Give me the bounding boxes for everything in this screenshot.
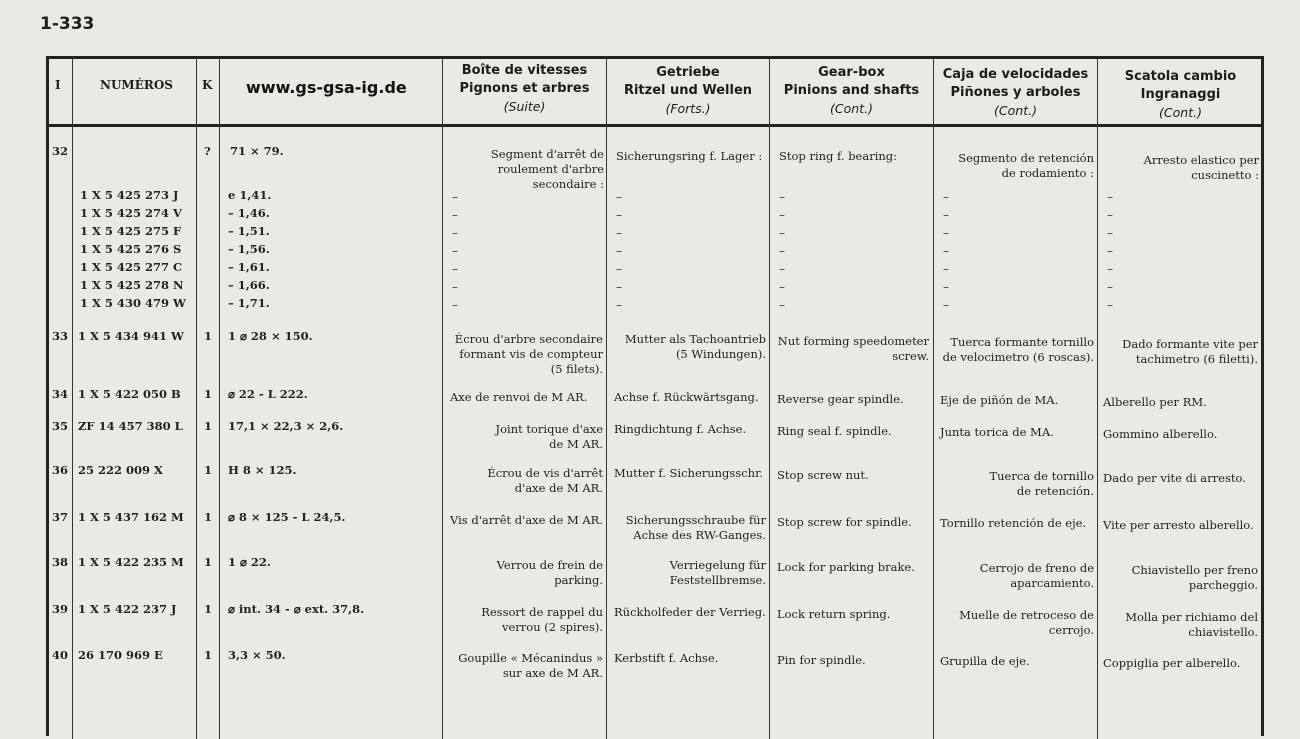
row-k: 1 bbox=[204, 387, 213, 401]
dash-mark: – bbox=[943, 280, 949, 294]
desc-french bbox=[448, 605, 603, 635]
desc-line: Tuerca de tornillo bbox=[989, 469, 1094, 483]
dash-mark: – bbox=[452, 226, 458, 240]
desc-line: formant vis de compteur bbox=[459, 347, 603, 361]
desc-line: Kerbstift f. Achse. bbox=[614, 651, 719, 665]
desc-spanish bbox=[940, 393, 1058, 408]
header-english bbox=[770, 64, 933, 118]
row-index: 34 bbox=[52, 387, 69, 401]
desc-french bbox=[448, 466, 603, 496]
header-sub: (Cont.) bbox=[830, 101, 873, 116]
header-k: K bbox=[202, 78, 213, 92]
desc-english: Stop ring f. bearing: bbox=[779, 149, 898, 163]
part-number: 1 X 5 425 277 C bbox=[80, 260, 183, 274]
desc-german bbox=[612, 332, 766, 362]
col-divider bbox=[72, 59, 73, 739]
row-dimension: – 1,56. bbox=[228, 242, 270, 256]
part-number: 1 X 5 422 050 B bbox=[78, 387, 181, 401]
desc-line: Reverse gear spindle. bbox=[777, 392, 904, 406]
desc-line: Stop screw for spindle. bbox=[777, 515, 912, 529]
desc-italian bbox=[1102, 563, 1258, 593]
dash-mark: – bbox=[1107, 262, 1113, 276]
dash-mark: – bbox=[616, 190, 622, 204]
header-line: Pignons et arbres bbox=[459, 81, 590, 96]
header-numeros: NUMÉROS bbox=[100, 78, 173, 92]
dash-mark: – bbox=[943, 244, 949, 258]
row-index: 35 bbox=[52, 419, 69, 433]
part-number: 25 222 009 X bbox=[78, 463, 163, 477]
desc-line: Arresto elastico per bbox=[1143, 153, 1259, 167]
row-dimension: 17,1 × 22,3 × 2,6. bbox=[228, 419, 344, 433]
desc-line: Joint torique d'axe bbox=[495, 422, 603, 436]
desc-line: Muelle de retroceso de bbox=[959, 608, 1094, 622]
desc-german bbox=[612, 558, 766, 588]
row-dimension: – 1,46. bbox=[228, 206, 270, 220]
row-dimension: – 1,71. bbox=[228, 296, 270, 310]
desc-italian bbox=[1102, 337, 1258, 367]
desc-line: parcheggio. bbox=[1188, 578, 1258, 592]
desc-spanish bbox=[940, 425, 1054, 440]
desc-line: (5 Windungen). bbox=[675, 347, 766, 361]
dash-mark: – bbox=[943, 262, 949, 276]
desc-line: Ressort de rappel du bbox=[481, 605, 603, 619]
row-dimension: ⌀ int. 34 - ⌀ ext. 37,8. bbox=[228, 602, 365, 616]
dash-mark: – bbox=[1107, 298, 1113, 312]
desc-line: Dado per vite di arresto. bbox=[1103, 471, 1246, 485]
desc-german bbox=[614, 422, 746, 437]
header-spanish bbox=[934, 66, 1097, 120]
row-index: 32 bbox=[52, 144, 69, 158]
header-line: Getriebe bbox=[656, 65, 720, 80]
desc-line: (5 filets). bbox=[550, 362, 603, 376]
desc-french bbox=[448, 422, 603, 452]
desc-line: Sicherungsschraube für bbox=[625, 513, 766, 527]
header-divider bbox=[46, 124, 1264, 127]
header-italian bbox=[1098, 68, 1263, 122]
desc-spanish bbox=[938, 335, 1094, 365]
desc-line: Nut forming speedometer bbox=[777, 334, 929, 348]
dash-mark: – bbox=[616, 298, 622, 312]
desc-line: Stop screw nut. bbox=[777, 468, 869, 482]
dash-mark: – bbox=[779, 208, 785, 222]
desc-french bbox=[450, 390, 587, 405]
desc-line: Tornillo retención de eje. bbox=[940, 516, 1087, 530]
dash-mark: – bbox=[616, 244, 622, 258]
header-line: Ritzel und Wellen bbox=[623, 83, 753, 98]
dash-mark: – bbox=[779, 244, 785, 258]
watermark-url: www.gs-gsa-ig.de bbox=[246, 78, 407, 97]
dash-mark: – bbox=[1107, 208, 1113, 222]
dash-mark: – bbox=[452, 244, 458, 258]
desc-line: Mutter f. Sicherungsschr. bbox=[614, 466, 763, 480]
dash-mark: – bbox=[779, 226, 785, 240]
desc-line: chiavistello. bbox=[1188, 625, 1258, 639]
desc-line: Ringdichtung f. Achse. bbox=[614, 422, 747, 436]
row-index: 36 bbox=[52, 463, 69, 477]
desc-line: Grupilla de eje. bbox=[940, 654, 1030, 668]
desc-italian bbox=[1103, 518, 1254, 533]
desc-line: Mutter als Tachoantrieb bbox=[624, 332, 766, 346]
dash-mark: – bbox=[616, 280, 622, 294]
row-k: 1 bbox=[204, 419, 213, 433]
dash-mark: – bbox=[779, 262, 785, 276]
dash-mark: – bbox=[779, 190, 785, 204]
desc-line: cerrojo. bbox=[1048, 623, 1094, 637]
desc-line: Dado formante vite per bbox=[1122, 337, 1258, 351]
row-dimension: – 1,66. bbox=[228, 278, 270, 292]
row-index: 37 bbox=[52, 510, 69, 524]
col-divider bbox=[219, 59, 220, 739]
desc-german bbox=[614, 605, 766, 620]
dash-mark: – bbox=[779, 298, 785, 312]
dash-mark: – bbox=[616, 262, 622, 276]
header-line: Caja de velocidades bbox=[942, 67, 1089, 82]
desc-line: Cerrojo de freno de bbox=[979, 561, 1094, 575]
desc-line: Écrou d'arbre secondaire bbox=[454, 332, 603, 346]
desc-line: d'axe de M AR. bbox=[514, 481, 603, 495]
desc-french bbox=[448, 332, 603, 377]
dash-mark: – bbox=[452, 262, 458, 276]
dash-mark: – bbox=[943, 226, 949, 240]
desc-line: Ring seal f. spindle. bbox=[777, 424, 892, 438]
row-k: 1 bbox=[204, 510, 213, 524]
desc-line: Lock return spring. bbox=[777, 607, 891, 621]
desc-line: Verriegelung für bbox=[669, 558, 766, 572]
row-dimension: H 8 × 125. bbox=[228, 463, 297, 477]
desc-french bbox=[448, 147, 604, 192]
desc-line: de retención. bbox=[1016, 484, 1094, 498]
desc-german bbox=[612, 513, 766, 543]
col-divider bbox=[933, 59, 934, 739]
row-dimension: 3,3 × 50. bbox=[228, 648, 286, 662]
part-number: ZF 14 457 380 L bbox=[78, 419, 183, 433]
desc-line: Segment d'arrêt de bbox=[490, 147, 604, 161]
header-german bbox=[607, 64, 769, 118]
desc-line: screw. bbox=[892, 349, 929, 363]
desc-line: Achse f. Rückwärtsgang. bbox=[614, 390, 759, 404]
dash-mark: – bbox=[452, 298, 458, 312]
col-divider bbox=[1097, 59, 1098, 739]
desc-line: Rückholfeder der Verrieg. bbox=[614, 605, 766, 619]
desc-line: cuscinetto : bbox=[1191, 168, 1259, 182]
desc-line: Vis d'arrêt d'axe de M AR. bbox=[450, 513, 603, 527]
row-index: 40 bbox=[52, 648, 69, 662]
row-k: 1 bbox=[204, 329, 213, 343]
row-dimension: – 1,51. bbox=[228, 224, 270, 238]
row-k: 1 bbox=[204, 648, 213, 662]
desc-line: Vite per arresto alberello. bbox=[1103, 518, 1254, 532]
desc-line: verrou (2 spires). bbox=[501, 620, 603, 634]
row-dimension: 1 ⌀ 22. bbox=[228, 555, 271, 569]
row-dimension: e 1,41. bbox=[228, 188, 272, 202]
desc-line: Écrou de vis d'arrêt bbox=[487, 466, 603, 480]
desc-line: de velocimetro (6 roscas). bbox=[942, 350, 1094, 364]
part-number: 1 X 5 425 273 J bbox=[80, 188, 179, 202]
desc-line: sur axe de M AR. bbox=[502, 666, 603, 680]
desc-french bbox=[450, 513, 603, 528]
desc-line: de rodamiento : bbox=[1001, 166, 1094, 180]
part-number: 1 X 5 425 274 V bbox=[80, 206, 182, 220]
desc-line: de M AR. bbox=[549, 437, 603, 451]
header-sub: (Cont.) bbox=[994, 103, 1037, 118]
desc-english bbox=[777, 392, 904, 407]
row-k: 1 bbox=[204, 555, 213, 569]
desc-spanish bbox=[940, 151, 1094, 181]
dash-mark: – bbox=[779, 280, 785, 294]
desc-german bbox=[614, 466, 763, 481]
desc-english bbox=[777, 468, 869, 483]
row-dimension: ⌀ 8 × 125 - L 24,5. bbox=[228, 510, 346, 524]
row-index: 39 bbox=[52, 602, 69, 616]
dash-mark: – bbox=[452, 208, 458, 222]
desc-english bbox=[777, 560, 915, 575]
col-divider bbox=[769, 59, 770, 739]
desc-line: Segmento de retención bbox=[958, 151, 1094, 165]
desc-italian bbox=[1102, 610, 1258, 640]
dash-mark: – bbox=[616, 208, 622, 222]
part-number: 26 170 969 E bbox=[78, 648, 163, 662]
desc-line: Lock for parking brake. bbox=[777, 560, 915, 574]
row-dimension: 1 ⌀ 28 × 150. bbox=[228, 329, 313, 343]
desc-line: aparcamiento. bbox=[1010, 576, 1094, 590]
row-k: ? bbox=[204, 144, 211, 158]
col-divider bbox=[196, 59, 197, 739]
page-number: 1-333 bbox=[40, 14, 95, 34]
col-divider bbox=[442, 59, 443, 739]
dash-mark: – bbox=[1107, 190, 1113, 204]
header-line: Ingranaggi bbox=[1140, 87, 1221, 102]
desc-line: parking. bbox=[554, 573, 603, 587]
header-line: Boîte de vitesses bbox=[461, 63, 588, 78]
desc-french bbox=[448, 651, 603, 681]
desc-german: Sicherungsring f. Lager : bbox=[616, 149, 763, 163]
part-number: 1 X 5 430 479 W bbox=[80, 296, 186, 310]
header-sub: (Suite) bbox=[503, 99, 546, 114]
dash-mark: – bbox=[452, 280, 458, 294]
desc-spanish bbox=[938, 469, 1094, 499]
desc-italian bbox=[1103, 395, 1207, 410]
part-number: 1 X 5 437 162 M bbox=[78, 510, 184, 524]
desc-german bbox=[614, 390, 759, 405]
desc-line: secondaire : bbox=[532, 177, 604, 191]
header-line: Pinions and shafts bbox=[783, 83, 920, 98]
dash-mark: – bbox=[1107, 244, 1113, 258]
desc-italian bbox=[1103, 427, 1217, 442]
header-french bbox=[443, 62, 606, 116]
dash-mark: – bbox=[943, 208, 949, 222]
header-line: Gear-box bbox=[818, 65, 885, 80]
dash-mark: – bbox=[943, 190, 949, 204]
desc-line: Verrou de frein de bbox=[496, 558, 603, 572]
header-sub: (Forts.) bbox=[665, 101, 711, 116]
desc-line: Coppiglia per alberello. bbox=[1103, 656, 1241, 670]
desc-line: Alberello per RM. bbox=[1103, 395, 1207, 409]
part-number: 1 X 5 422 235 M bbox=[78, 555, 184, 569]
desc-line: Axe de renvoi de M AR. bbox=[450, 390, 588, 404]
row-dimension: ⌀ 22 - L 222. bbox=[228, 387, 308, 401]
desc-line: Tuerca formante tornillo bbox=[950, 335, 1094, 349]
desc-line: Gommino alberello. bbox=[1103, 427, 1218, 441]
dash-mark: – bbox=[452, 190, 458, 204]
desc-english bbox=[775, 334, 929, 364]
desc-line: Junta torica de MA. bbox=[940, 425, 1054, 439]
part-number: 1 X 5 425 278 N bbox=[80, 278, 184, 292]
desc-english bbox=[777, 653, 866, 668]
header-sub: (Cont.) bbox=[1159, 105, 1202, 120]
desc-italian bbox=[1103, 656, 1240, 671]
row-k: 1 bbox=[204, 463, 213, 477]
dash-mark: – bbox=[1107, 226, 1113, 240]
row-k: 1 bbox=[204, 602, 213, 616]
desc-line: Feststellbremse. bbox=[669, 573, 766, 587]
desc-italian bbox=[1104, 153, 1259, 183]
desc-spanish bbox=[940, 516, 1086, 531]
desc-line: Eje de piñón de MA. bbox=[940, 393, 1059, 407]
desc-english bbox=[777, 515, 912, 530]
dash-mark: – bbox=[1107, 280, 1113, 294]
part-number: 1 X 5 425 276 S bbox=[80, 242, 182, 256]
desc-german bbox=[614, 651, 718, 666]
desc-french bbox=[448, 558, 603, 588]
part-number: 1 X 5 422 237 J bbox=[78, 602, 177, 616]
desc-line: roulement d'arbre bbox=[497, 162, 604, 176]
desc-english bbox=[777, 424, 892, 439]
row-index: 38 bbox=[52, 555, 69, 569]
part-number: 1 X 5 434 941 W bbox=[78, 329, 184, 343]
desc-line: tachimetro (6 filetti). bbox=[1135, 352, 1258, 366]
header-i: I bbox=[55, 78, 61, 92]
desc-italian bbox=[1103, 471, 1246, 486]
row-dimension: – 1,61. bbox=[228, 260, 270, 274]
row-index: 33 bbox=[52, 329, 69, 343]
desc-line: Pin for spindle. bbox=[777, 653, 866, 667]
desc-spanish bbox=[940, 654, 1030, 669]
desc-line: Molla per richiamo del bbox=[1125, 610, 1258, 624]
desc-line: Goupille « Mécanindus » bbox=[458, 651, 603, 665]
desc-line: Achse des RW-Ganges. bbox=[633, 528, 766, 542]
dash-mark: – bbox=[943, 298, 949, 312]
part-number: 1 X 5 425 275 F bbox=[80, 224, 182, 238]
col-divider bbox=[606, 59, 607, 739]
header-line: Scatola cambio bbox=[1124, 69, 1237, 84]
header-line: Piñones y arboles bbox=[950, 85, 1081, 100]
row-dimension: 71 × 79. bbox=[230, 144, 284, 158]
desc-english bbox=[777, 607, 890, 622]
desc-line: Chiavistello per freno bbox=[1131, 563, 1258, 577]
desc-spanish bbox=[938, 561, 1094, 591]
desc-spanish bbox=[938, 608, 1094, 638]
dash-mark: – bbox=[616, 226, 622, 240]
